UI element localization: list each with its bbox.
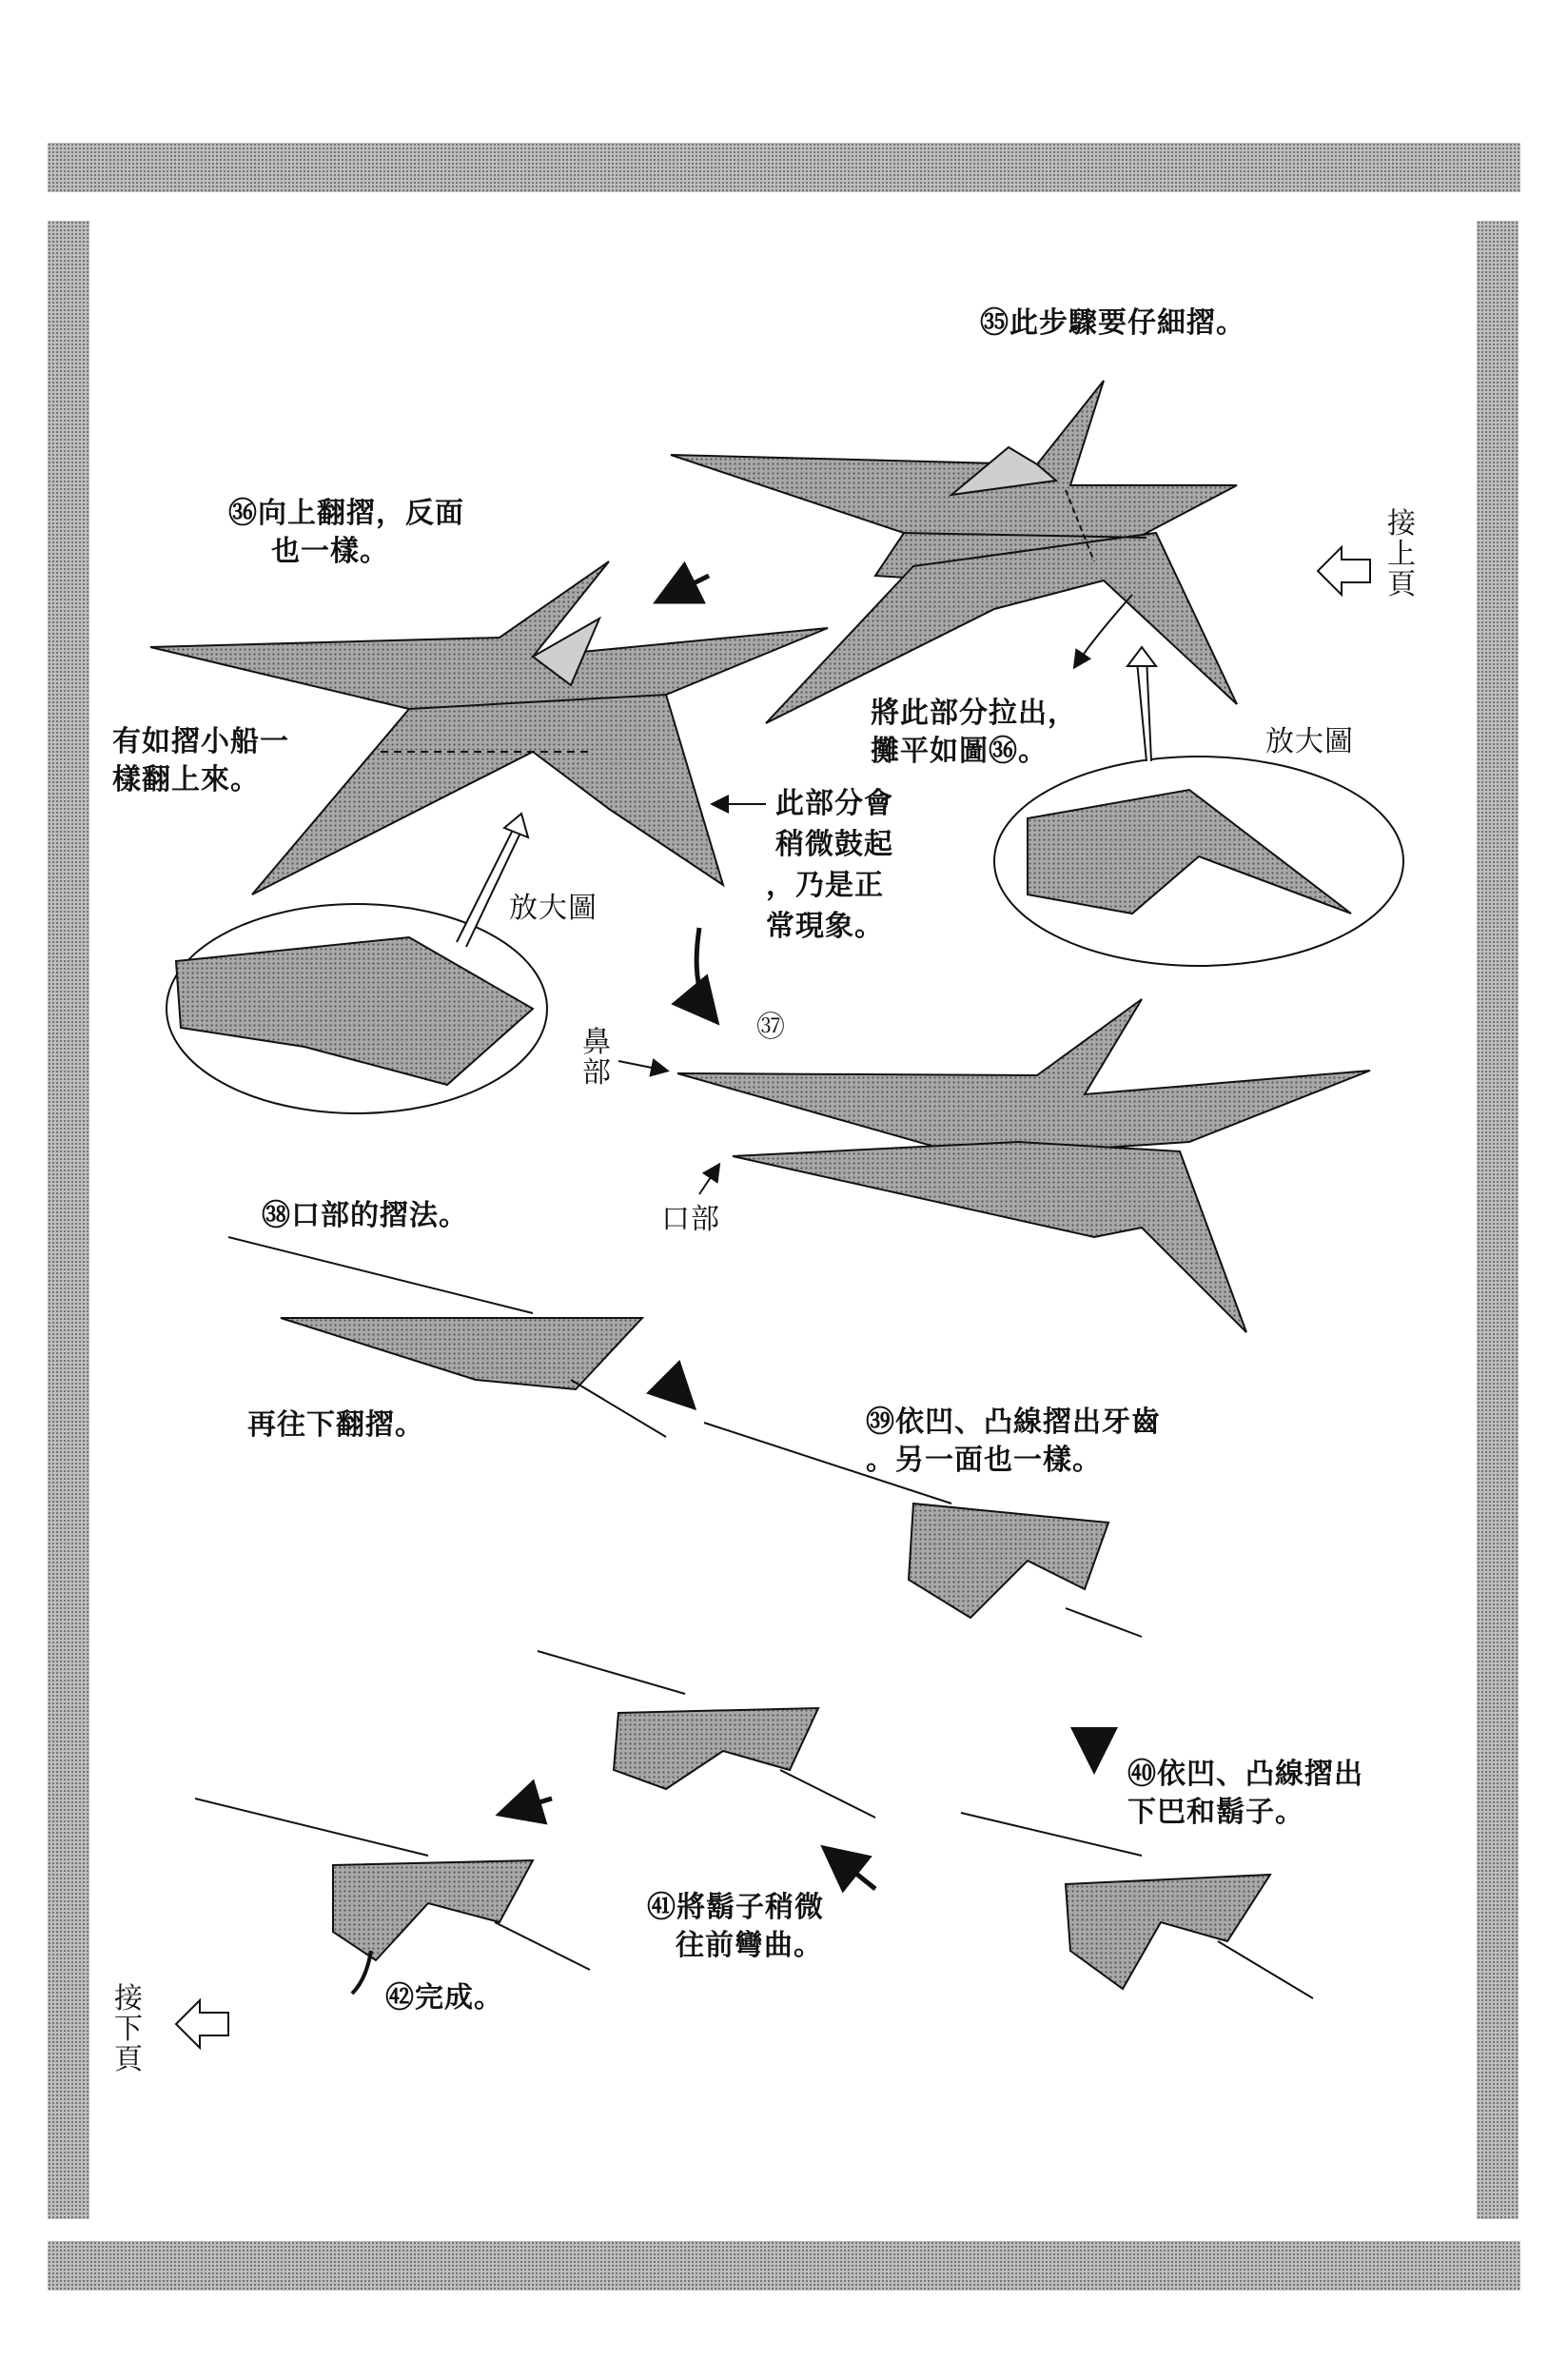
step41-figure: [538, 1651, 875, 1818]
step39-caption-line1: ㊴依凹、凸線摺出牙齒: [866, 1406, 1161, 1439]
fold-down-note: 再往下翻摺。: [247, 1408, 424, 1442]
boat-note-line2: 樣翻上來。: [112, 763, 260, 796]
step36-caption-line1: ㊱向上翻摺，反面: [228, 497, 464, 530]
step42-figure: [195, 1799, 590, 1994]
step39-caption-line2: 。另一面也一樣。: [866, 1444, 1102, 1477]
enlarged-view-left-label: 放大圖: [509, 892, 598, 925]
next-page-label: 接下頁: [114, 1982, 143, 2076]
bulge-note-line4: 常現象。: [766, 910, 884, 943]
bulge-note-line3: ，乃是正: [766, 869, 884, 902]
step40-caption-line2: 下巴和鬍子。: [1127, 1796, 1304, 1829]
step40-figure: [961, 1813, 1313, 1998]
step41-caption-line1: ㊶將鬍子稍微: [647, 1891, 824, 1924]
nose-label: 鼻部: [582, 1026, 611, 1090]
step37-number: ㊲: [756, 1011, 786, 1044]
step36-caption-line2: 也一樣。: [271, 535, 389, 568]
mouth-label: 口部: [661, 1203, 720, 1236]
enlarged-view-left: [167, 814, 547, 1113]
bulge-note-line2: 稍微鼓起: [775, 828, 893, 861]
next-page-arrow-icon: [176, 2000, 228, 2048]
step37-figure: [677, 999, 1370, 1332]
pull-out-note-line1: 將此部分拉出，: [871, 697, 1077, 730]
step41-caption-line2: 往前彎曲。: [676, 1929, 823, 1962]
enlarged-view-right-label: 放大圖: [1265, 725, 1354, 758]
pull-out-note-line2: 攤平如圖㊱。: [871, 735, 1048, 768]
step42-caption: ㊷完成。: [385, 1981, 503, 2015]
prev-page-label: 接上頁: [1387, 507, 1416, 601]
step35-figure: [671, 381, 1237, 723]
step38-caption: ㊳口部的摺法。: [262, 1199, 468, 1232]
bulge-note-line1: 此部分會: [775, 787, 893, 820]
step35-caption: ㉟此步驟要仔細摺。: [980, 306, 1245, 340]
boat-note-line1: 有如摺小船一: [112, 725, 289, 758]
step40-caption-line1: ㊵依凹、凸線摺出: [1127, 1758, 1363, 1791]
prev-page-arrow-icon: [1318, 547, 1370, 595]
